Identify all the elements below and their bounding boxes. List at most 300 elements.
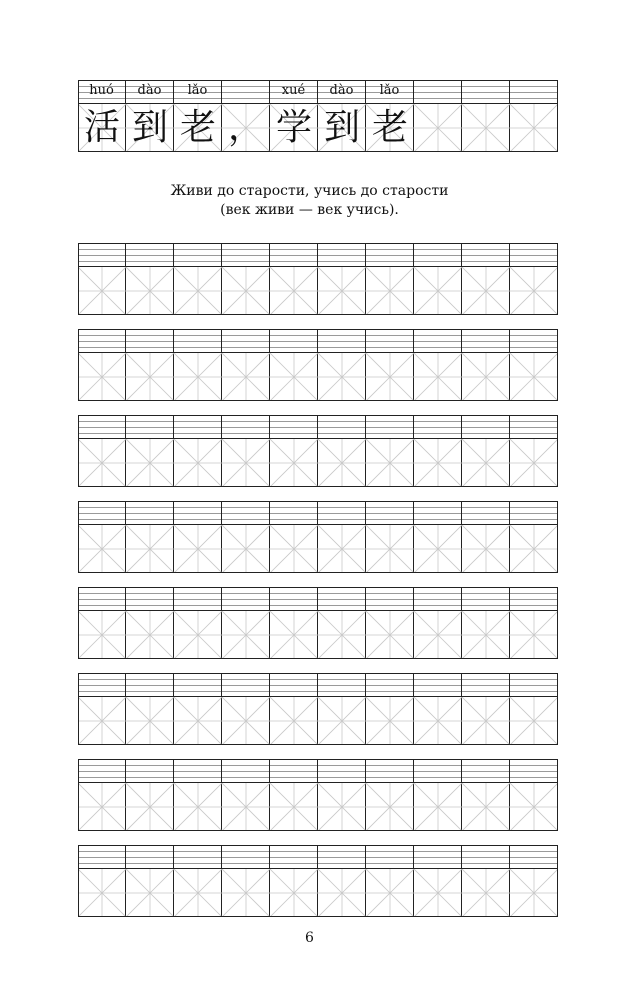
- pinyin-guide-line: [270, 605, 317, 606]
- pinyin-guide-line: [510, 599, 557, 600]
- mi-grid-guides: [78, 697, 126, 745]
- pinyin-guide-line: [78, 679, 125, 680]
- pinyin-guide: [510, 415, 557, 439]
- pinyin-guide-line: [222, 513, 269, 514]
- pinyin-guide-line: [270, 341, 317, 342]
- pinyin-guide-line: [414, 433, 461, 434]
- pinyin-guide-line: [414, 427, 461, 428]
- practice-cell: [414, 329, 462, 401]
- pinyin-guide-line: [222, 421, 269, 422]
- pinyin-guide-line: [462, 433, 509, 434]
- mi-grid-guides: [366, 869, 414, 917]
- hanzi-character: 到: [323, 107, 360, 148]
- pinyin-guide: [462, 80, 509, 104]
- pinyin-guide: [318, 845, 365, 869]
- mi-grid-guides: [78, 267, 126, 315]
- pinyin-guide-line: [78, 593, 125, 594]
- pinyin-guide-line: [462, 593, 509, 594]
- practice-cell: [462, 415, 510, 487]
- pinyin-guide-line: [510, 341, 557, 342]
- pinyin-guide-line: [366, 593, 413, 594]
- pinyin-guide: [414, 587, 461, 611]
- pinyin-guide-line: [366, 261, 413, 262]
- pinyin-guide-line: [222, 599, 269, 600]
- pinyin-guide: [126, 415, 173, 439]
- pinyin-guide-line: [78, 347, 125, 348]
- practice-cell: [126, 587, 174, 659]
- pinyin-guide-line: [126, 605, 173, 606]
- character-box: [510, 353, 558, 401]
- character-box: [510, 525, 558, 573]
- character-box: [510, 439, 558, 487]
- pinyin-guide-line: [462, 347, 509, 348]
- mi-grid-guides: [318, 611, 366, 659]
- pinyin-guide: [222, 501, 269, 525]
- pinyin-guide-line: [78, 261, 125, 262]
- pinyin-guide-line: [270, 679, 317, 680]
- mi-grid-guides: [510, 611, 558, 659]
- practice-cell: [462, 329, 510, 401]
- pinyin-guide-line: [510, 851, 557, 852]
- pinyin-guide-line: [78, 777, 125, 778]
- practice-writing-row: [78, 759, 558, 831]
- pinyin-guide: [510, 845, 557, 869]
- pinyin-guide-line: [126, 777, 173, 778]
- pinyin-guide-line: [270, 433, 317, 434]
- pinyin-guide-line: [270, 691, 317, 692]
- pinyin-guide-line: [174, 513, 221, 514]
- pinyin-guide: [126, 501, 173, 525]
- pinyin-guide-line: [462, 255, 509, 256]
- pinyin-guide-line: [222, 255, 269, 256]
- pinyin-guide-line: [318, 777, 365, 778]
- pinyin-guide: [366, 415, 413, 439]
- character-box: [126, 525, 174, 573]
- pinyin-syllable: xué: [281, 83, 306, 98]
- pinyin-guide-line: [78, 249, 125, 250]
- pinyin-guide-line: [510, 863, 557, 864]
- pinyin-guide-line: [462, 519, 509, 520]
- pinyin-guide-line: [222, 771, 269, 772]
- pinyin-guide-line: [126, 421, 173, 422]
- pinyin-guide: [366, 673, 413, 697]
- pinyin-guide-line: [462, 335, 509, 336]
- practice-writing-row: [78, 329, 558, 401]
- pinyin-guide-line: [174, 427, 221, 428]
- pinyin-guide-line: [222, 857, 269, 858]
- practice-cell: [510, 759, 558, 831]
- pinyin-guide-line: [366, 691, 413, 692]
- hanzi-character: ，: [227, 107, 264, 148]
- pinyin-guide: [174, 759, 221, 783]
- pinyin-guide-line: [126, 335, 173, 336]
- pinyin-guide-line: [414, 261, 461, 262]
- character-box: [366, 353, 414, 401]
- mi-grid-guides: [222, 353, 270, 401]
- pinyin-guide-line: [318, 593, 365, 594]
- character-box: [318, 353, 366, 401]
- pinyin-guide-line: [174, 249, 221, 250]
- character-box: [462, 611, 510, 659]
- practice-cell: [414, 845, 462, 917]
- character-box: [222, 611, 270, 659]
- pinyin-guide-line: [510, 691, 557, 692]
- mi-grid-guides: [366, 353, 414, 401]
- pinyin-guide-line: [318, 599, 365, 600]
- character-box: [414, 869, 462, 917]
- pinyin-guide-line: [414, 851, 461, 852]
- character-box: [78, 267, 126, 315]
- character-box: [414, 611, 462, 659]
- pinyin-guide-line: [78, 685, 125, 686]
- pinyin-guide: [318, 759, 365, 783]
- mi-grid-guides: [126, 697, 174, 745]
- pinyin-guide: [222, 673, 269, 697]
- pinyin-guide-line: [222, 691, 269, 692]
- practice-cell: [78, 415, 126, 487]
- pinyin-guide-line: [126, 341, 173, 342]
- pinyin-guide-line: [270, 777, 317, 778]
- mi-grid-guides: [510, 439, 558, 487]
- character-box: [318, 869, 366, 917]
- pinyin-guide-line: [462, 863, 509, 864]
- mi-grid-guides: [318, 783, 366, 831]
- pinyin-guide-line: [462, 857, 509, 858]
- pinyin-guide-line: [510, 765, 557, 766]
- pinyin-guide-line: [318, 98, 365, 99]
- pinyin-guide-line: [78, 433, 125, 434]
- pinyin-guide-line: [126, 261, 173, 262]
- mi-grid-guides: [78, 353, 126, 401]
- mi-grid-guides: [318, 267, 366, 315]
- pinyin-guide: [270, 673, 317, 697]
- practice-cell: [126, 415, 174, 487]
- practice-cell: [174, 329, 222, 401]
- practice-cell: [510, 329, 558, 401]
- mi-grid-guides: [510, 697, 558, 745]
- pinyin-guide-line: [270, 851, 317, 852]
- pinyin-guide-line: [366, 857, 413, 858]
- pinyin-guide-line: [462, 507, 509, 508]
- pinyin-guide: [270, 759, 317, 783]
- pinyin-guide-line: [510, 92, 557, 93]
- practice-cell: [174, 759, 222, 831]
- mi-grid-guides: [462, 104, 510, 152]
- pinyin-guide-line: [414, 691, 461, 692]
- practice-cell: [366, 845, 414, 917]
- practice-cell: [270, 501, 318, 573]
- pinyin-guide-line: [270, 765, 317, 766]
- character-box: [174, 783, 222, 831]
- pinyin-guide-line: [222, 98, 269, 99]
- practice-cell: [414, 673, 462, 745]
- pinyin-guide-line: [414, 92, 461, 93]
- pinyin-guide-line: [462, 261, 509, 262]
- pinyin-guide: [222, 415, 269, 439]
- pinyin-guide: [78, 80, 125, 104]
- mi-grid-guides: [174, 783, 222, 831]
- pinyin-guide: [414, 329, 461, 353]
- translation-line-2: (век живи — век учись).: [220, 202, 399, 218]
- character-box: [270, 353, 318, 401]
- pinyin-guide-line: [510, 433, 557, 434]
- practice-cell: [78, 329, 126, 401]
- mi-grid-guides: [414, 611, 462, 659]
- mi-grid-guides: [78, 869, 126, 917]
- mi-grid-guides: [78, 783, 126, 831]
- practice-cell: [126, 845, 174, 917]
- pinyin-guide: [78, 329, 125, 353]
- pinyin-guide-line: [318, 347, 365, 348]
- practice-cell: [318, 759, 366, 831]
- practice-cell: [78, 673, 126, 745]
- pinyin-guide-line: [270, 98, 317, 99]
- pinyin-guide: [318, 415, 365, 439]
- pinyin-guide-line: [78, 98, 125, 99]
- pinyin-guide: [174, 329, 221, 353]
- pinyin-guide: [510, 80, 557, 104]
- practice-cell: [174, 501, 222, 573]
- pinyin-guide-line: [126, 249, 173, 250]
- pinyin-guide-line: [222, 335, 269, 336]
- mi-grid-guides: [510, 783, 558, 831]
- pinyin-guide-line: [126, 771, 173, 772]
- pinyin-guide: [414, 501, 461, 525]
- mi-grid-guides: [222, 525, 270, 573]
- practice-cell: [270, 759, 318, 831]
- pinyin-guide-line: [414, 86, 461, 87]
- pinyin-guide: [462, 243, 509, 267]
- pinyin-guide: [414, 415, 461, 439]
- hanzi-character: 学: [275, 107, 312, 148]
- practice-cell: [318, 329, 366, 401]
- mi-grid-guides: [174, 869, 222, 917]
- pinyin-guide-line: [174, 605, 221, 606]
- pinyin-guide: [366, 587, 413, 611]
- character-box: [126, 783, 174, 831]
- pinyin-guide-line: [78, 341, 125, 342]
- pinyin-guide-line: [414, 98, 461, 99]
- pinyin-guide: [174, 415, 221, 439]
- mi-grid-guides: [174, 525, 222, 573]
- practice-cell: [510, 415, 558, 487]
- pinyin-guide: [270, 587, 317, 611]
- pinyin-guide-line: [270, 507, 317, 508]
- character-box: [126, 267, 174, 315]
- pinyin-guide: [510, 673, 557, 697]
- pinyin-guide: [222, 759, 269, 783]
- pinyin-guide-line: [510, 857, 557, 858]
- mi-grid-guides: [366, 697, 414, 745]
- practice-cell: [222, 415, 270, 487]
- mi-grid-guides: [414, 783, 462, 831]
- pinyin-guide-line: [414, 599, 461, 600]
- pinyin-guide: [126, 845, 173, 869]
- pinyin-guide-line: [78, 255, 125, 256]
- character-box: [78, 611, 126, 659]
- pinyin-guide-line: [462, 771, 509, 772]
- practice-cell: [318, 587, 366, 659]
- pinyin-guide-line: [414, 863, 461, 864]
- pinyin-guide-line: [222, 507, 269, 508]
- practice-cell: [222, 329, 270, 401]
- pinyin-guide-line: [414, 255, 461, 256]
- pinyin-guide: [222, 80, 269, 104]
- pinyin-guide-line: [222, 605, 269, 606]
- pinyin-guide-line: [510, 421, 557, 422]
- pinyin-guide-line: [414, 777, 461, 778]
- pinyin-guide-line: [126, 691, 173, 692]
- example-cell: [222, 80, 270, 152]
- practice-cell: [366, 243, 414, 315]
- pinyin-syllable: dào: [329, 83, 354, 98]
- pinyin-guide-line: [222, 685, 269, 686]
- pinyin-guide-line: [318, 771, 365, 772]
- pinyin-guide-line: [318, 691, 365, 692]
- pinyin-guide: [126, 759, 173, 783]
- pinyin-guide-line: [318, 335, 365, 336]
- pinyin-guide-line: [78, 851, 125, 852]
- pinyin-guide: [462, 501, 509, 525]
- pinyin-guide-line: [174, 679, 221, 680]
- mi-grid-guides: [414, 439, 462, 487]
- pinyin-guide-line: [318, 765, 365, 766]
- pinyin-guide-line: [510, 771, 557, 772]
- pinyin-guide-line: [318, 851, 365, 852]
- pinyin-guide-line: [78, 765, 125, 766]
- pinyin-guide-line: [126, 255, 173, 256]
- mi-grid-guides: [270, 353, 318, 401]
- pinyin-guide: [366, 80, 413, 104]
- pinyin-guide-line: [318, 513, 365, 514]
- pinyin-guide-line: [510, 261, 557, 262]
- pinyin-guide: [318, 673, 365, 697]
- pinyin-guide: [270, 80, 317, 104]
- pinyin-guide-line: [366, 777, 413, 778]
- pinyin-guide-line: [126, 685, 173, 686]
- mi-grid-guides: [78, 439, 126, 487]
- pinyin-guide: [318, 501, 365, 525]
- pinyin-guide-line: [510, 679, 557, 680]
- pinyin-guide-line: [318, 341, 365, 342]
- pinyin-guide-line: [462, 341, 509, 342]
- pinyin-guide: [78, 845, 125, 869]
- pinyin-guide: [510, 243, 557, 267]
- pinyin-guide-line: [174, 98, 221, 99]
- pinyin-guide-line: [222, 777, 269, 778]
- pinyin-guide-line: [126, 347, 173, 348]
- character-box: [270, 869, 318, 917]
- pinyin-guide-line: [174, 765, 221, 766]
- pinyin-guide-line: [318, 249, 365, 250]
- pinyin-guide-line: [318, 421, 365, 422]
- pinyin-guide: [270, 845, 317, 869]
- pinyin-guide-line: [126, 765, 173, 766]
- mi-grid-guides: [510, 353, 558, 401]
- mi-grid-guides: [222, 439, 270, 487]
- pinyin-guide-line: [510, 86, 557, 87]
- pinyin-guide-line: [174, 347, 221, 348]
- character-box: [414, 104, 462, 152]
- pinyin-guide: [174, 80, 221, 104]
- pinyin-guide-line: [510, 427, 557, 428]
- mi-grid-guides: [366, 267, 414, 315]
- pinyin-guide-line: [318, 679, 365, 680]
- mi-grid-guides: [174, 611, 222, 659]
- practice-cell: [462, 501, 510, 573]
- pinyin-guide: [78, 587, 125, 611]
- character-box: [78, 783, 126, 831]
- mi-grid-guides: [78, 611, 126, 659]
- pinyin-syllable: lǎo: [187, 83, 208, 98]
- pinyin-guide-line: [366, 599, 413, 600]
- practice-cell: [126, 501, 174, 573]
- mi-grid-guides: [222, 611, 270, 659]
- pinyin-guide: [318, 587, 365, 611]
- mi-grid-guides: [270, 697, 318, 745]
- pinyin-guide-line: [462, 777, 509, 778]
- pinyin-guide: [222, 845, 269, 869]
- pinyin-guide-line: [510, 605, 557, 606]
- pinyin-guide-line: [414, 593, 461, 594]
- practice-writing-row: [78, 673, 558, 745]
- practice-cell: [510, 587, 558, 659]
- mi-grid-guides: [462, 611, 510, 659]
- mi-grid-guides: [462, 697, 510, 745]
- pinyin-guide-line: [174, 857, 221, 858]
- pinyin-guide-line: [510, 593, 557, 594]
- practice-cell: [126, 329, 174, 401]
- character-box: [222, 439, 270, 487]
- mi-grid-guides: [126, 525, 174, 573]
- hanzi-character: 老: [371, 107, 408, 148]
- mi-grid-guides: [174, 353, 222, 401]
- pinyin-guide-line: [126, 513, 173, 514]
- mi-grid-guides: [174, 439, 222, 487]
- pinyin-guide: [366, 501, 413, 525]
- pinyin-guide-line: [414, 347, 461, 348]
- practice-cell: [318, 415, 366, 487]
- pinyin-guide-line: [78, 771, 125, 772]
- practice-cell: [366, 673, 414, 745]
- pinyin-guide-line: [318, 427, 365, 428]
- character-box: [174, 697, 222, 745]
- mi-grid-guides: [414, 525, 462, 573]
- character-box: [462, 697, 510, 745]
- example-cell: [174, 80, 222, 152]
- hanzi-character: 活: [83, 107, 120, 148]
- mi-grid-guides: [126, 869, 174, 917]
- character-box: [78, 353, 126, 401]
- pinyin-guide-line: [510, 347, 557, 348]
- pinyin-guide-line: [366, 347, 413, 348]
- mi-grid-guides: [462, 267, 510, 315]
- mi-grid-guides: [222, 697, 270, 745]
- pinyin-guide-line: [366, 249, 413, 250]
- pinyin-guide-line: [270, 863, 317, 864]
- pinyin-guide-line: [126, 98, 173, 99]
- practice-cell: [462, 587, 510, 659]
- pinyin-guide: [222, 243, 269, 267]
- pinyin-guide: [414, 845, 461, 869]
- pinyin-guide-line: [270, 335, 317, 336]
- practice-writing-row: [78, 415, 558, 487]
- practice-cell: [414, 415, 462, 487]
- pinyin-guide-line: [366, 433, 413, 434]
- pinyin-guide-line: [270, 593, 317, 594]
- mi-grid-guides: [222, 869, 270, 917]
- character-box: [414, 697, 462, 745]
